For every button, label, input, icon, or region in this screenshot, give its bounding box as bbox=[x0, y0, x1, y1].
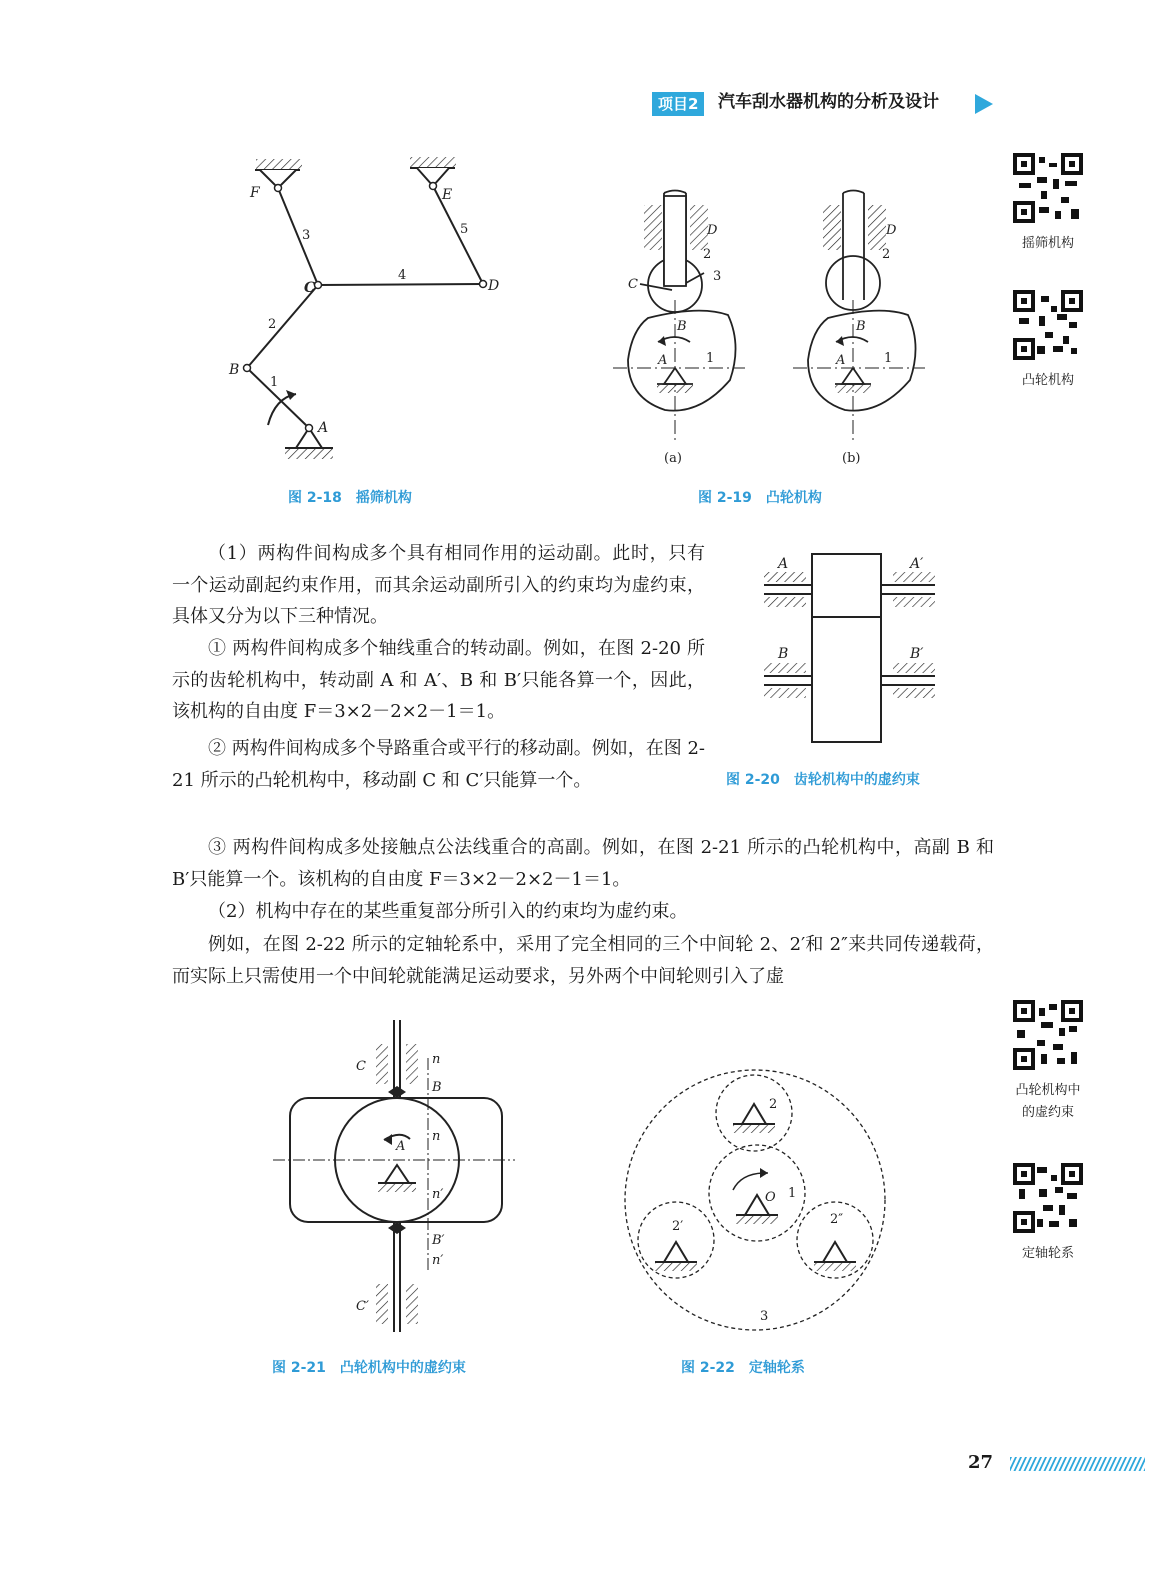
figure-2-20-diagram bbox=[755, 545, 945, 750]
label-a: (a) bbox=[664, 451, 682, 466]
label-b: (b) bbox=[842, 451, 861, 466]
caption-fig-2-18: 图 2-18 摇筛机构 bbox=[288, 490, 412, 506]
label-3-a: 3 bbox=[713, 269, 722, 284]
qr-code-icon[interactable] bbox=[1013, 290, 1083, 360]
page-number: 27 bbox=[968, 1452, 994, 1473]
label-2prime-22: 2′ bbox=[672, 1219, 684, 1234]
label-D-b: D bbox=[886, 223, 897, 238]
label-n2-21: n bbox=[432, 1129, 441, 1144]
label-2dprime-22: 2″ bbox=[830, 1212, 844, 1227]
caption-fig-2-21: 图 2-21 凸轮机构中的虚约束 bbox=[272, 1360, 466, 1376]
label-Cprime-21: C′ bbox=[356, 1299, 369, 1314]
qr-code-icon[interactable] bbox=[1013, 153, 1083, 223]
label-C-a: C bbox=[628, 277, 638, 292]
caption-fig-2-19: 图 2-19 凸轮机构 bbox=[698, 490, 822, 506]
label-A-prime-20: A′ bbox=[910, 556, 924, 572]
label-2: 2 bbox=[268, 317, 277, 332]
label-1-a: 1 bbox=[706, 351, 715, 366]
label-B-prime-20: B′ bbox=[910, 646, 924, 662]
label-3-22: 3 bbox=[760, 1309, 769, 1324]
paragraph-1: （1）两构件间构成多个具有相同作用的运动副。此时，只有一个运动副起约束作用，而其余运动副所引入的约束均为虚约束，具体又分为以下三种情况。 bbox=[172, 543, 705, 627]
qr-label-3-text: 凸轮机构中的虚约束 bbox=[1015, 1083, 1081, 1120]
figure-2-18-diagram bbox=[220, 150, 520, 470]
figure-2-19-diagram bbox=[600, 180, 940, 470]
label-n-21: n bbox=[432, 1052, 441, 1067]
label-C-21: C bbox=[356, 1059, 366, 1074]
qr-label-3 bbox=[998, 1080, 1098, 1124]
label-nprime2-21: n′ bbox=[432, 1253, 444, 1268]
label-3: 3 bbox=[302, 228, 311, 243]
label-A-20: A bbox=[778, 556, 789, 572]
label-B-21: B bbox=[432, 1080, 442, 1095]
header-arrow-icon bbox=[973, 92, 995, 116]
label-A-b: A bbox=[836, 353, 846, 368]
caption-fig-2-22: 图 2-22 定轴轮系 bbox=[681, 1360, 805, 1376]
chapter-title: 汽车刮水器机构的分析及设计 bbox=[718, 92, 939, 112]
label-2-a: 2 bbox=[703, 247, 712, 262]
label-2-22: 2 bbox=[769, 1097, 778, 1112]
figure-2-22-diagram bbox=[620, 1060, 910, 1345]
paragraph-6: 例如，在图 2-22 所示的定轴轮系中，采用了完全相同的三个中间轮 2、2′和 2″来共同传递载荷，而实际上只需使用一个中间轮就能满足运动要求，另外两个中间轮则引入了虚 bbox=[172, 934, 994, 987]
footer-stripes bbox=[1010, 1457, 1145, 1471]
label-nprime-21: n′ bbox=[432, 1187, 444, 1202]
qr-code-icon[interactable] bbox=[1013, 1163, 1083, 1233]
qr-label-1: 摇筛机构 bbox=[1021, 236, 1074, 251]
qr-code-icon[interactable] bbox=[1013, 1000, 1083, 1070]
label-1: 1 bbox=[270, 375, 279, 390]
figure-2-21-diagram bbox=[270, 1015, 525, 1335]
chapter-tag: 项目2 bbox=[652, 92, 704, 116]
paragraph-5: （2）机构中存在的某些重复部分所引入的约束均为虚约束。 bbox=[208, 901, 688, 922]
paragraph-4: ③ 两构件间构成多处接触点公法线重合的高副。例如，在图 2-21 所示的凸轮机构中，高副 B 和 B′只能算一个。该机构的自由度 F＝3×2－2×2－1＝1。 bbox=[172, 837, 994, 890]
label-D: D bbox=[488, 278, 500, 294]
label-A-21: A bbox=[396, 1139, 406, 1154]
qr-label-2: 凸轮机构 bbox=[1021, 373, 1074, 388]
label-B: B bbox=[229, 362, 240, 378]
paragraph-2: ① 两构件间构成多个轴线重合的转动副。例如，在图 2-20 所示的齿轮机构中，转动副 A 和 A′、B 和 B′只能各算一个，因此，该机构的自由度 F＝3×2－2×2－1＝1。 bbox=[172, 638, 705, 722]
label-4: 4 bbox=[398, 268, 407, 283]
label-2-b: 2 bbox=[882, 247, 891, 262]
label-B-a: B bbox=[677, 319, 687, 334]
label-1-22: 1 bbox=[788, 1186, 797, 1201]
qr-label-4: 定轴轮系 bbox=[1021, 1246, 1074, 1261]
label-F: F bbox=[250, 185, 260, 201]
paragraph-3: ② 两构件间构成多个导路重合或平行的移动副。例如，在图 2-21 所示的凸轮机构中，移动副 C 和 C′只能算一个。 bbox=[172, 738, 705, 791]
label-E: E bbox=[442, 187, 453, 203]
label-5: 5 bbox=[460, 222, 469, 237]
label-D-a: D bbox=[707, 223, 718, 238]
label-B-b: B bbox=[856, 319, 866, 334]
label-1-b: 1 bbox=[884, 351, 893, 366]
label-Bprime-21: B′ bbox=[432, 1233, 445, 1248]
label-A-a: A bbox=[658, 353, 668, 368]
label-A: A bbox=[318, 420, 329, 436]
caption-fig-2-20: 图 2-20 齿轮机构中的虚约束 bbox=[726, 772, 920, 788]
label-B-20: B bbox=[778, 646, 789, 662]
label-C: C bbox=[304, 280, 316, 296]
label-O-22: O bbox=[765, 1190, 776, 1205]
